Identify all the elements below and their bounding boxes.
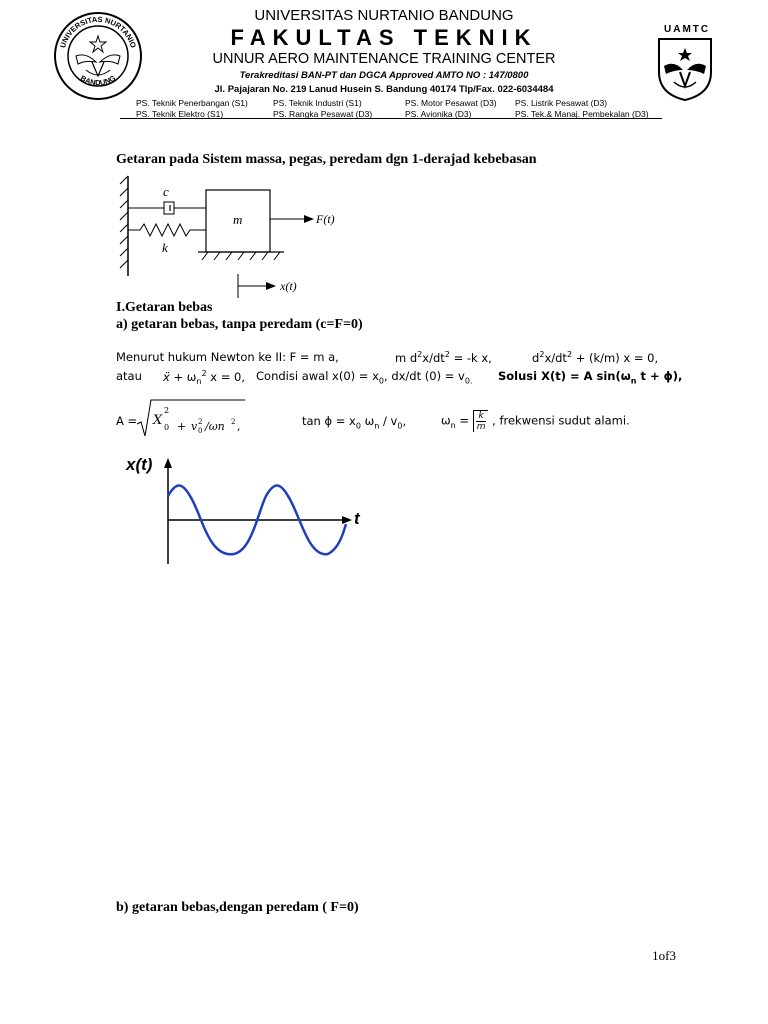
program-item: PS. Motor Pesawat (D3) <box>405 98 497 108</box>
graph-y-label: x(t) <box>126 455 153 474</box>
subsection-b-heading: b) getaran bebas,dengan peredam ( F=0) <box>116 900 359 915</box>
svg-text:2: 2 <box>231 418 236 426</box>
equation-homogeneous: ẍ + $\omega_n^2$ x = 0, <box>163 369 246 387</box>
accreditation-line: Terakreditasi BAN-PT dan DGCA Approved AMTO NO : 147/0800 <box>239 70 529 81</box>
damper-label: c <box>163 184 169 199</box>
program-item: PS. Teknik Industri (S1) <box>273 98 362 108</box>
svg-text:/ωn: /ωn <box>205 420 225 433</box>
uamtc-logo <box>656 36 714 102</box>
svg-text:0: 0 <box>164 423 170 432</box>
mass-label: m <box>233 212 243 227</box>
logo-text-bottom: BANDUNG <box>78 73 118 88</box>
svg-text:,: , <box>237 420 241 433</box>
header-rule <box>120 118 662 119</box>
university-name: UNIVERSITAS NURTANIO BANDUNG <box>254 7 514 24</box>
graph-x-label: t <box>354 509 360 528</box>
program-item: PS. Avionika (D3) <box>405 109 472 119</box>
svg-text:2: 2 <box>198 418 203 426</box>
logo-text-top: UNIVERSITAS NURTANIO <box>58 14 138 49</box>
displacement-label: x(t) <box>280 279 297 293</box>
mass-spring-damper-diagram <box>118 172 348 302</box>
amplitude-label: A = <box>116 414 138 428</box>
program-item: PS. Rangka Pesawat (D3) <box>273 109 373 119</box>
page-number: 1of3 <box>652 948 676 963</box>
natural-frequency-desc: , frekwensi sudut alami. <box>492 413 630 428</box>
natural-frequency-formula: $\omega_n$ = $\frac{k}{m}$ , frekwensi sudut alami. <box>441 411 630 432</box>
address-line: Jl. Pajajaran No. 219 Lanud Husein S. Bandung 40174 Tlp/Fax. 022-6034484 <box>214 84 554 95</box>
newton-statement: Menurut hukum Newton ke II: F = m a, <box>116 350 339 364</box>
initial-conditions: Condisi awal $x(0) = x_0$, dx/dt $(0) = v_{0.}$ <box>256 369 473 386</box>
response-graph <box>120 452 380 570</box>
spring-label: k <box>162 240 168 255</box>
atau-label: atau <box>116 369 142 383</box>
equation-motion-1: m $d^2x/dt^2 = -k$ x, <box>395 350 492 365</box>
program-item: PS. Teknik Elektro (S1) <box>136 109 224 119</box>
program-item: PS. Teknik Penerbangan (S1) <box>136 98 248 108</box>
force-label: F(t) <box>316 212 335 226</box>
newton-law-text <box>116 350 339 364</box>
svg-text:X: X <box>153 413 163 428</box>
faculty-name: FAKULTAS TEKNIK <box>230 25 538 50</box>
training-center-name: UNNUR AERO MAINTENANCE TRAINING CENTER <box>212 51 556 67</box>
svg-text:2: 2 <box>164 406 170 415</box>
svg-text:0: 0 <box>198 427 203 435</box>
program-item: PS. Tek.& Manaj. Pembekalan (D3) <box>515 109 649 119</box>
page-title: Getaran pada Sistem massa, pegas, peredam dgn 1-derajad kebebasan <box>116 152 537 167</box>
program-item: PS. Listrik Pesawat (D3) <box>515 98 608 108</box>
k-over-m-fraction: $\frac{k}{m}$ <box>476 411 486 432</box>
equation-motion-2: $d^2x/dt^2 + (k/m) x = 0$, <box>532 350 659 365</box>
section-heading: I.Getaran bebas <box>116 300 213 315</box>
svg-text:+: + <box>177 420 187 433</box>
solution-equation: Solusi X(t) = A $\sin(\omega_n$ t + ϕ), <box>498 369 683 386</box>
svg-text:v: v <box>191 420 198 433</box>
phase-formula: $\tan \phi = x_0$ $\omega_n / v_0$, <box>302 414 407 431</box>
subsection-a-heading: a) getaran bebas, tanpa peredam (c=F=0) <box>116 317 363 332</box>
uamtc-label: UAMTC <box>664 24 711 35</box>
amplitude-formula <box>135 398 247 440</box>
